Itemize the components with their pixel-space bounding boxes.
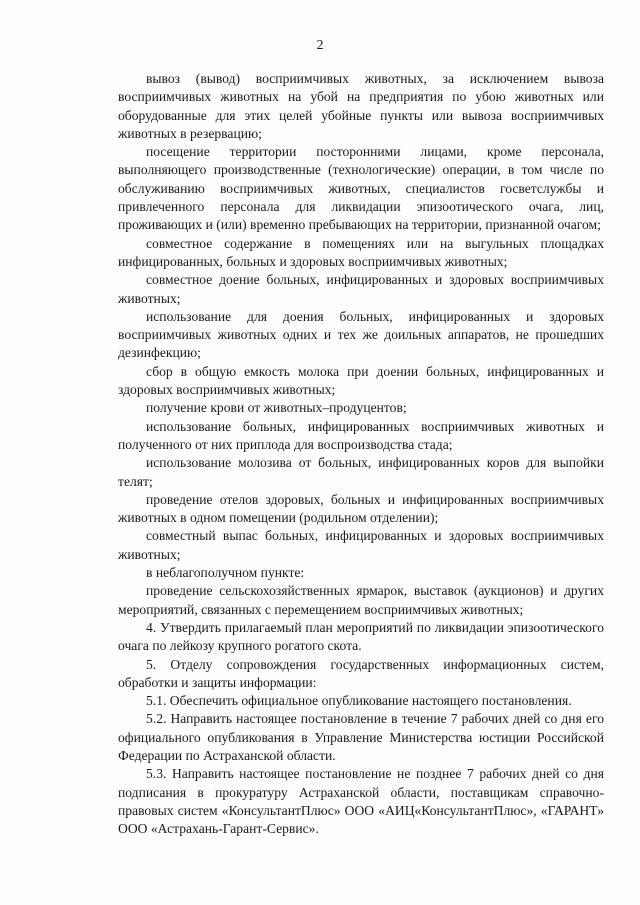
paragraph-item-5: 5. Отделу сопровождения государственных информационных систем, обработки и защиты информации: [118,656,604,690]
paragraph-joint-keeping: совместное содержание в помещениях или на выгульных площадках инфицированных, больных и здоровых восприимчивых животных; [118,235,604,269]
paragraph-export-ban: вывоз (вывод) восприимчивых животных, за исключением вывоза восприимчивых животных на убой на предприятия по убою животных или оборудованные для этих целей убойные пункты или вывоза восприимчивых животных в резервацию; [118,71,604,141]
paragraph-item-5-2: 5.2. Направить настоящее постановление в течение 7 рабочих дней со дня его официального опубликования в Управление Министерства юстиции Российской Федерации по Астраханской области. [118,711,604,763]
paragraph-visitor-ban: посещение территории посторонними лицами, кроме персонала, выполняющего производственные (технологические) операции, в том числе по обслуживанию восприимчивых животных, специалистов госветслужбы и привлеченного персонала для ликвидации эпизоотического очага, лиц, проживающих и (или) временно пребывающих на территории, признанной очагом; [118,144,604,233]
paragraph-blood-collection: получение крови от животных–продуцентов; [146,400,407,416]
paragraph-fairs-ban: проведение сельскохозяйственных ярмарок, выставок (аукционов) и других мероприятий, связанных с перемещением восприимчивых животных; [118,583,604,617]
paragraph-milking-equipment: использование для доения больных, инфицированных и здоровых восприимчивых животных одних и тех же доильных аппаратов, не прошедших дезинфекцию; [118,308,604,361]
paragraph-item-5-1: 5.1. Обеспечить официальное опубликование настоящего постановления. [146,693,572,709]
page-number: 2 [316,38,324,53]
paragraph-calving: проведение отелов здоровых, больных и инфицированных восприимчивых животных в одном помещении (родильном отделении); [118,491,604,526]
paragraph-unfavorable-point: в неблагополучном пункте: [146,565,305,581]
paragraph-joint-milking: совместное доение больных, инфицированных и здоровых восприимчивых животных; [118,272,604,306]
paragraph-grazing: совместный выпас больных, инфицированных и здоровых восприимчивых животных; [118,528,604,562]
document-body [118,70,604,838]
paragraph-item-5-3: 5.3. Направить настоящее постановление не позднее 7 рабочих дней со дня подписания в прокуратуру Астраханской области, поставщикам справочно-правовых систем «КонсультантПлюс» ООО «АИЦ«КонсультантПлюс», «ГАРАНТ» ООО «Астрахань-Гарант-Сервис». [118,766,604,837]
paragraph-colostrum-use: использование молозива от больных, инфицированных коров для выпойки телят; [118,455,604,489]
paragraph-breeding-use: использование больных, инфицированных восприимчивых животных и полученного от них приплода для воспроизводства стада; [118,418,604,452]
paragraph-milk-collection: сбор в общую емкость молока при доении больных, инфицированных и здоровых восприимчивых животных; [118,363,604,398]
paragraph-item-4: 4. Утвердить прилагаемый план мероприятий по ликвидации эпизоотического очага по лейкозу крупного рогатого скота. [118,619,604,654]
